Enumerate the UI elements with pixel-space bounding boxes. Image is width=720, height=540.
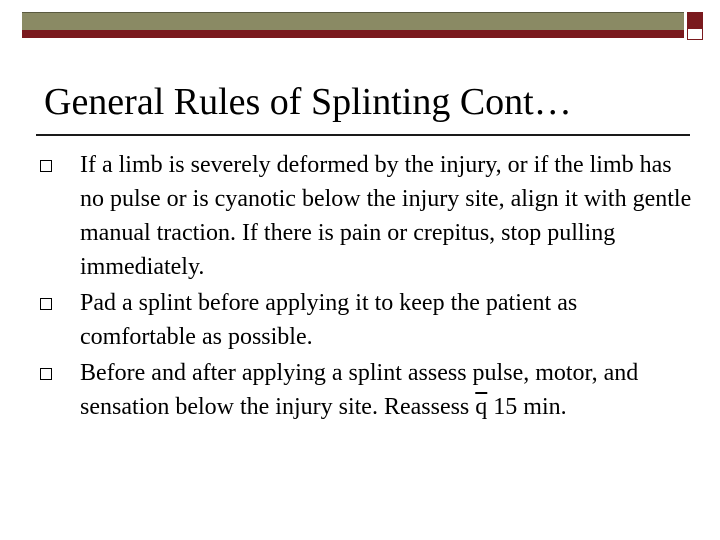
bullet-text — [80, 360, 638, 420]
bullet-text-before: Before and after applying a splint assess pulse, motor, and sensation below the injury site. Reassess — [80, 360, 639, 420]
bullet-item — [38, 286, 698, 354]
header-corner-outlined-square — [687, 28, 703, 40]
hollow-square-bullet-icon — [40, 298, 52, 310]
title-underline-rule — [36, 134, 690, 136]
header-bar-olive-stripe — [22, 12, 684, 30]
q-bar-symbol: $\overline{q}$ — [475, 394, 488, 420]
header-corner-filled-square — [687, 12, 703, 28]
hollow-square-bullet-icon — [40, 160, 52, 172]
bullet-text: If a limb is severely deformed by the injury, or if the limb has no pulse or is cyanotic below the injury site, align it with gentle manual traction. If there is pain or crepitus, stop pulling immediately. — [80, 152, 692, 280]
bullet-item — [38, 356, 698, 424]
header-bar-maroon-stripe — [22, 30, 684, 38]
hollow-square-bullet-icon — [40, 368, 52, 380]
bullet-item — [38, 148, 698, 284]
bullet-list — [38, 148, 698, 426]
header-bar — [22, 12, 684, 38]
slide-title: General Rules of Splinting Cont… — [44, 81, 572, 123]
bullet-text-after: 15 min. — [487, 394, 567, 420]
bullet-text: Pad a splint before applying it to keep the patient as comfortable as possible. — [80, 290, 578, 350]
